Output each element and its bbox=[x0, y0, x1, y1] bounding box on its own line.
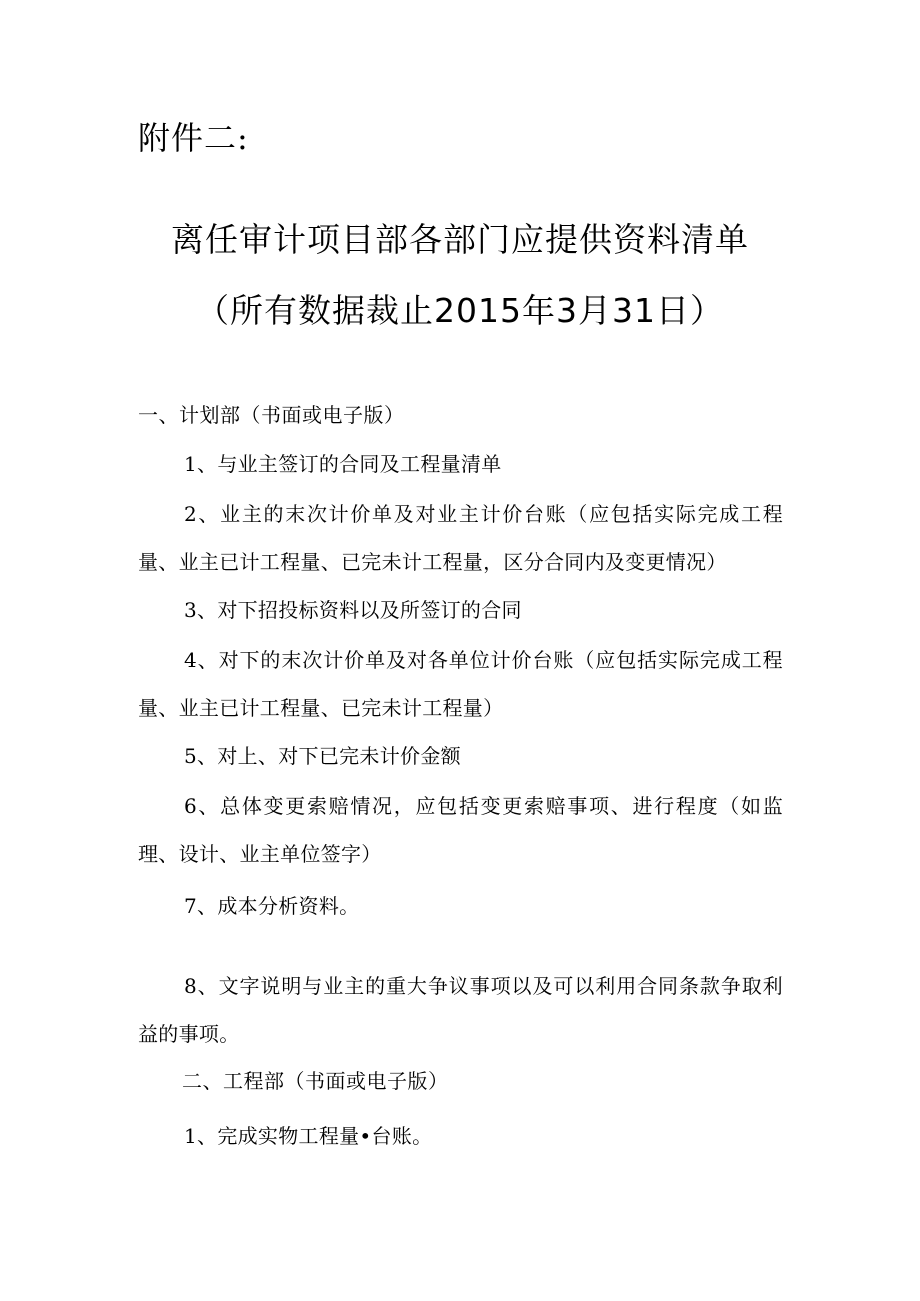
list-item: 2、业主的末次计价单及对业主计价台账（应包括实际完成工程量、业主已计工程量、已完未计工程量，区分合同内及变更情况） bbox=[138, 502, 783, 574]
list-item: 6、总体变更索赔情况，应包括变更索赔事项、进行程度（如监理、设计、业主单位签字） bbox=[138, 794, 783, 866]
list-item: 8、文字说明与业主的重大争议事项以及可以利用合同条款争取利益的事项。 bbox=[138, 974, 783, 1046]
list-item: 7、成本分析资料。 bbox=[184, 894, 360, 918]
section-heading-engineering: 二、工程部（书面或电子版） bbox=[182, 1069, 449, 1093]
document-subtitle: （所有数据裁止2015年3月31日） bbox=[196, 291, 724, 330]
attachment-label: 附件二: bbox=[138, 119, 249, 157]
section-heading-planning: 一、计划部（书面或电子版） bbox=[138, 403, 405, 427]
list-item: 3、对下招投标资料以及所签订的合同 bbox=[184, 598, 522, 622]
list-item: 1、完成实物工程量•台账。 bbox=[184, 1124, 433, 1148]
list-item: 4、对下的末次计价单及对各单位计价台账（应包括实际完成工程量、业主已计工程量、已完未计工程量） bbox=[138, 648, 783, 720]
document-title: 离任审计项目部各部门应提供资料清单 bbox=[171, 220, 749, 259]
list-item: 1、与业主签订的合同及工程量清单 bbox=[184, 452, 502, 476]
list-item: 5、对上、对下已完未计价金额 bbox=[184, 744, 461, 768]
